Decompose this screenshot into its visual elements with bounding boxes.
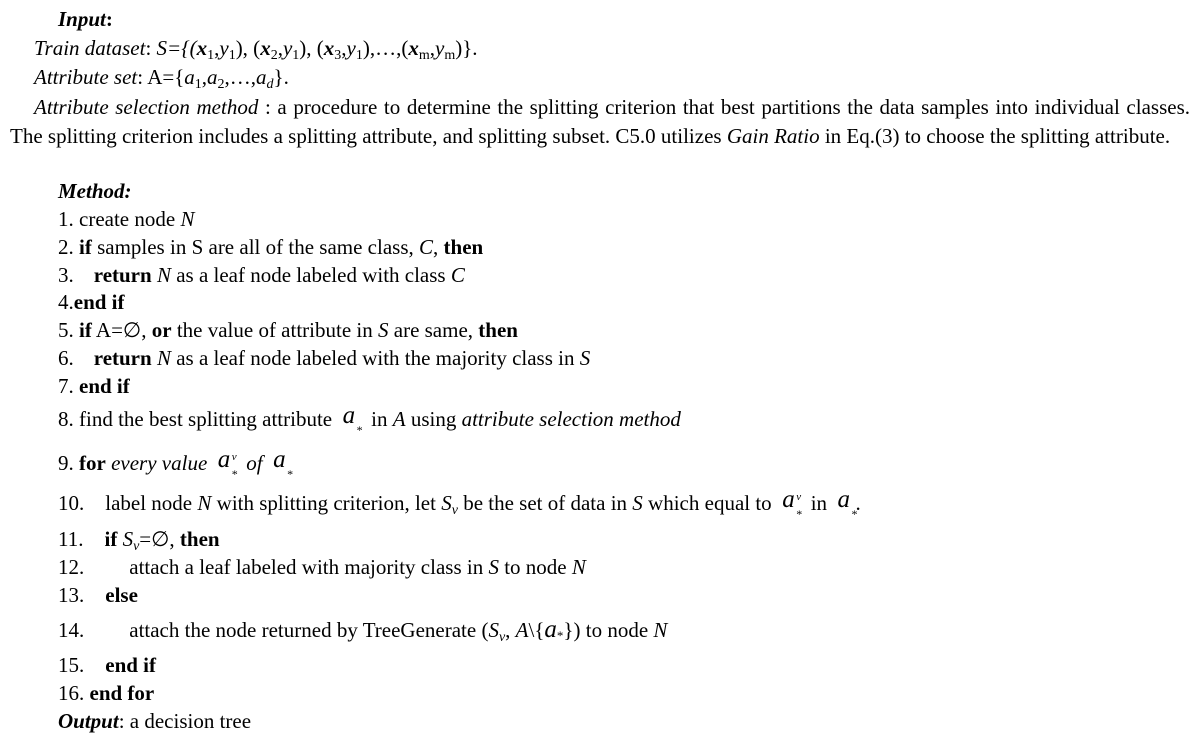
input-heading: Input: [58, 7, 113, 31]
step-16: 16. end for [58, 681, 155, 705]
step-13: 13. else [58, 583, 138, 607]
step-10: 10. label node N with splitting criterion, let $S_v$ be the set of data in S which equal to a v * in a * . [58, 486, 861, 521]
step-1: 1. create node N [58, 207, 195, 231]
step-4: 4.end if [58, 290, 125, 314]
step-11: 11. if $S_v=\emptyset$, then [58, 527, 220, 554]
step-15: 15. end if [58, 653, 157, 677]
method-heading: Method: [58, 179, 132, 203]
step-2: 2. if samples in S are all of the same class, C, then [58, 235, 484, 259]
step-7: 7. end if [58, 374, 130, 398]
attribute-set-line: Attribute set: $A=\{a_1,a_2,\dots,a_d\}$. [34, 65, 289, 92]
step-5: 5. if A=∅, or the value of attribute in S are same, then [58, 318, 518, 342]
step-8: 8. find the best splitting attribute a * in A using attribute selection method [58, 402, 681, 437]
step-9: 9. for every value a v * of a * [58, 446, 294, 481]
train-dataset-line: Train dataset: $S=\{(x_1,y_1)$, $(x_2,y_1)$, $(x_3,y_1),\dots,(x_m,y_m)$}. [34, 36, 478, 63]
output-line: Output: a decision tree [58, 709, 252, 733]
step-6: 6. return N as a leaf node labeled with the majority class in S [58, 346, 591, 370]
step-3: 3. return N as a leaf node labeled with class C [58, 263, 465, 287]
attribute-selection-paragraph: Attribute selection method : a procedure to determine the splitting criterion that best partitions the data samples into individual classes. The splitting criterion includes a splitting attribute, and splitting subset. C5.0 utilizes Gain Ratio in Eq.(3) to choose the splitting attribute. [10, 95, 1190, 148]
step-14: 14. attach the node returned by TreeGenerate ($S_v$, A\{a*}) to node N [58, 616, 668, 645]
step-12: 12. attach a leaf labeled with majority class in S to node N [58, 555, 586, 579]
